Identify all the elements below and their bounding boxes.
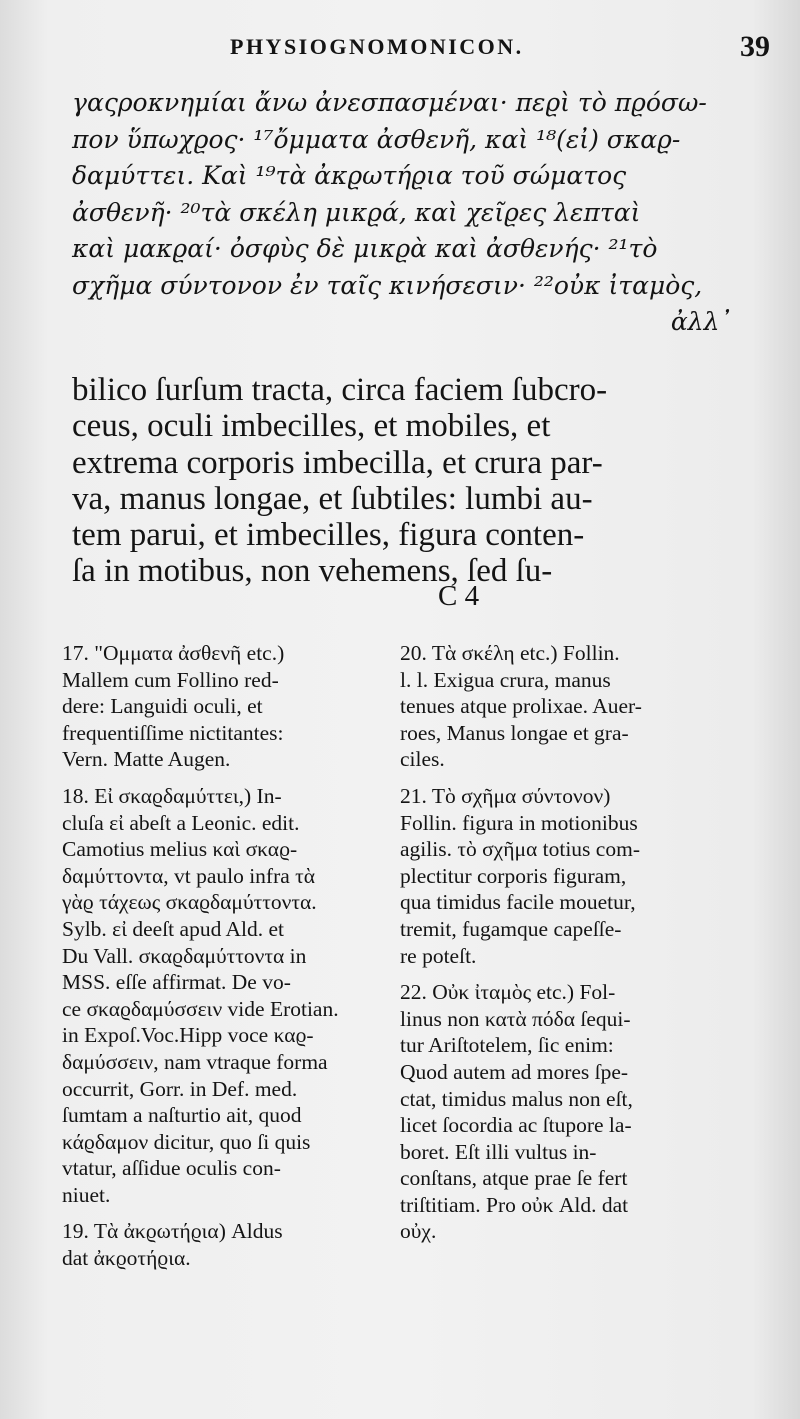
footnote-line: dat ἀκϱοτήϱια. (62, 1246, 191, 1271)
footnote-line: 21. Τὸ σχῆμα σύντονον) (400, 783, 611, 808)
greek-line: δαμύττει. Καὶ ¹⁹τὰ ἀκϱωτήϱια τοῦ σώματος (72, 161, 627, 190)
footnote-21 (400, 783, 778, 969)
footnote-line: 18. Eἰ σκαϱδαμύττει,) In- (62, 783, 282, 808)
latin-line: bilico ſurſum tracta, circa faciem ſubcro- (72, 372, 608, 408)
footnote-line: 19. Τὰ ἀκϱωτήϱια) Aldus (62, 1219, 283, 1244)
signature-mark: C 4 (438, 580, 480, 612)
latin-line: extrema corporis imbecilla, et crura par- (72, 444, 603, 481)
footnote-line: conſtans, atque prae ſe fert (400, 1166, 628, 1191)
greek-line: καὶ μακϱαί· ὀσφὺς δὲ μικϱὰ καὶ ἀσθενής· ²¹τὸ (72, 234, 658, 263)
footnote-line: linus non κατὰ πόδα ſequi- (400, 1006, 631, 1031)
footnote-line: frequentiſſime nictitantes: (62, 720, 284, 745)
footnote-line: tenues atque prolixae. Auer- (400, 694, 642, 719)
latin-line: va, manus longae, et ſubtiles: lumbi au- (72, 480, 593, 517)
latin-line: ſa in motibus, non vehemens, ſed ſu- (72, 553, 553, 590)
page-header (60, 30, 770, 64)
footnote-line: Quod autem ad mores ſpe- (400, 1059, 629, 1084)
footnote-line: δαμύσσειν, nam vtraque forma (62, 1049, 328, 1074)
footnote-20 (400, 640, 778, 773)
footnote-line: licet ſocordia ac ſtupore la- (400, 1113, 632, 1138)
running-title: PHYSIOGNOMONICON. (230, 34, 524, 59)
footnote-line: agilis. τὸ σχῆμα totius com- (400, 837, 640, 862)
footnote-line: 17. "Ομματα ἀσθενῆ etc.) (62, 641, 285, 665)
footnote-line: re poteſt. (400, 943, 477, 968)
footnote-line: Vern. Matte Augen. (62, 747, 231, 772)
footnote-line: Mallem cum Follino red- (62, 667, 279, 692)
footnote-line: roes, Manus longae et gra- (400, 720, 629, 745)
footnote-line: Du Vall. σκαϱδαμύττοντα in (62, 943, 307, 968)
footnote-line: 20. Τὰ σκέλη etc.) Follin. (400, 641, 620, 665)
footnote-line: Camotius melius καὶ σκαϱ- (62, 837, 298, 862)
footnote-17 (62, 640, 387, 773)
page-number: 39 (740, 30, 770, 63)
footnote-line: ſumtam a naſturtio ait, quod (62, 1103, 302, 1128)
latin-line: tem parui, et imbecilles, figura conten- (72, 517, 585, 554)
footnote-line: occurrit, Gorr. in Def. med. (62, 1076, 298, 1101)
footnote-line: niuet. (62, 1182, 111, 1207)
footnote-18 (62, 783, 387, 1209)
footnote-line: vtatur, aſſidue oculis con- (62, 1156, 281, 1181)
footnote-line: δαμύττοντα, vt paulo infra τὰ (62, 863, 316, 888)
footnote-line: dere: Languidi oculi, et (62, 694, 263, 719)
footnote-line: ce σκαϱδαμύσσειν vide Erotian. (62, 996, 339, 1021)
footnote-line: qua timidus facile mouetur, (400, 890, 636, 915)
footnote-line: ciles. (400, 747, 445, 772)
footnote-line: tur Ariſtotelem, ſic enim: (400, 1033, 614, 1058)
footnote-line: triſtitiam. Pro οὐκ Ald. dat (400, 1192, 629, 1217)
latin-text-block (72, 372, 777, 590)
greek-line: γαςροκνημίαι ἄνω ἀνεσπασμέναι· πεϱὶ τὸ πϱόσω- (72, 88, 707, 117)
footnote-line: tremit, fugamque capeſſe- (400, 916, 622, 941)
footnote-line: boret. Eſt illi vultus in- (400, 1139, 597, 1164)
footnote-line: Follin. figura in motionibus (400, 810, 638, 835)
footnote-19 (62, 1218, 387, 1271)
footnote-line: Sylb. εἰ deeſt apud Ald. et (62, 916, 285, 941)
footnote-line: γὰϱ τάχεως σκαϱδαμύττοντα. (62, 890, 317, 915)
footnote-line: MSS. eſſe affirmat. De vo- (62, 970, 291, 995)
footnote-line: οὐχ. (400, 1219, 437, 1244)
greek-line: σχῆμα σύντονον ἐν ταῖς κινήσεσιν· ²²οὐκ ἰταμὸς, (72, 270, 703, 300)
greek-catchword: ἀλλ᾽ (670, 307, 732, 336)
footnote-line: κάϱδαμον dicitur, quo ſi quis (62, 1129, 311, 1154)
footnote-line: plectitur corporis figuram, (400, 863, 627, 888)
footnotes-left-column (62, 640, 387, 1282)
footnote-line: in Expoſ.Voc.Hipp voce καϱ- (62, 1023, 314, 1048)
footnote-22 (400, 979, 778, 1245)
greek-text-block (72, 85, 782, 341)
greek-line: πον ὕπωχϱος· ¹⁷ὄμματα ἀσθενῆ, καὶ ¹⁸(εἰ) σκαϱ- (72, 124, 681, 154)
footnote-line: 22. Οὐκ ἰταμὸς etc.) Fol- (400, 980, 616, 1005)
footnotes-right-column (400, 640, 778, 1255)
latin-line: ceus, oculi imbecilles, et mobiles, et (72, 408, 551, 445)
footnote-line: l. l. Exigua crura, manus (400, 667, 611, 692)
greek-line: ἀσθενῆ· ²⁰τὰ σκέλη μικϱά, καὶ χεῖϱες λεπταὶ (72, 197, 641, 227)
footnote-line: ctat, timidus malus non eſt, (400, 1086, 633, 1111)
footnote-line: cluſa εἰ abeſt a Leonic. edit. (62, 810, 300, 835)
